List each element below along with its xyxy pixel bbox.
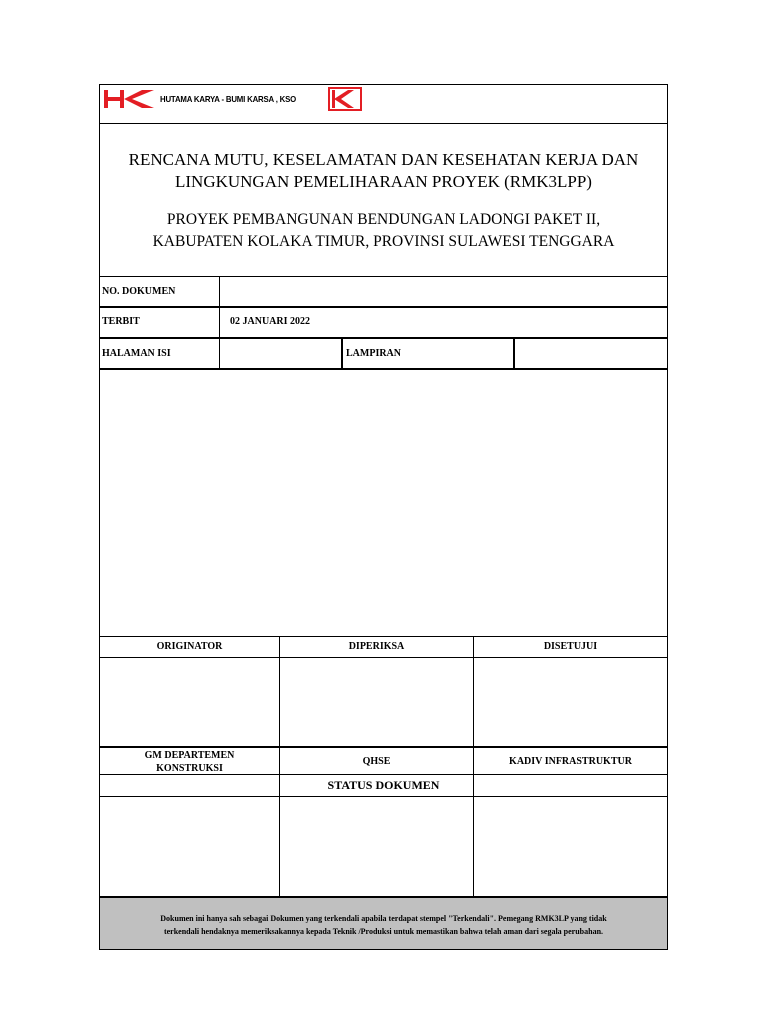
divider: [219, 337, 220, 369]
document-title: [100, 149, 667, 193]
notice-line-2: terkendali hendaknya memeriksakannya kepada Teknik /Produksi untuk memastikan bahwa telah aman dari segala perubahan.: [163, 927, 604, 936]
no-dokumen-label: NO. DOKUMEN: [102, 286, 176, 297]
notice-text: [108, 912, 659, 938]
divider: [100, 337, 667, 339]
divider: [100, 368, 667, 370]
originator-header: ORIGINATOR: [156, 641, 223, 652]
divider: [100, 657, 667, 658]
diperiksa-header: DIPERIKSA: [348, 641, 405, 652]
divider: [100, 636, 667, 637]
lampiran-label: LAMPIRAN: [346, 348, 401, 359]
title-line-2: LINGKUNGAN PEMELIHARAAN PROYEK (RMK3LPP): [175, 172, 592, 191]
hk-logo-icon: [102, 88, 156, 110]
divider: [513, 337, 515, 369]
bumi-karsa-logo-icon: [328, 87, 362, 111]
divider: [100, 276, 667, 277]
divider: [473, 796, 474, 896]
divider: [100, 306, 667, 308]
diperiksa-role: QHSE: [362, 756, 391, 767]
company-name: HUTAMA KARYA - BUMI KARSA , KSO: [160, 94, 297, 104]
divider: [100, 746, 667, 748]
halaman-isi-label: HALAMAN ISI: [102, 348, 171, 359]
disetujui-role: KADIV INFRASTRUKTUR: [509, 756, 632, 767]
control-notice: [100, 896, 667, 949]
divider: [100, 796, 667, 797]
notice-line-1: Dokumen ini hanya sah sebagai Dokumen yang terkendali apabila terdapat stempel "Terkendali". Pemegang RMK3LP yang tidak: [160, 914, 607, 923]
divider: [219, 306, 220, 338]
project-title: [100, 209, 667, 253]
divider: [279, 636, 280, 796]
divider: [341, 337, 343, 369]
divider: [473, 636, 474, 796]
project-line-2: KABUPATEN KOLAKA TIMUR, PROVINSI SULAWESI TENGGARA: [152, 233, 615, 250]
company-header: [100, 85, 667, 123]
originator-role: [100, 749, 279, 775]
terbit-label: TERBIT: [102, 316, 140, 327]
divider: [279, 796, 280, 896]
divider: [100, 774, 667, 775]
document-cover-sheet: [99, 84, 668, 950]
disetujui-header: DISETUJUI: [543, 641, 598, 652]
divider: [100, 123, 667, 124]
status-dokumen-title: STATUS DOKUMEN: [327, 778, 440, 792]
terbit-value: 02 JANUARI 2022: [230, 316, 310, 327]
originator-role-line-1: GM DEPARTEMEN: [144, 750, 235, 761]
project-line-1: PROYEK PEMBANGUNAN BENDUNGAN LADONGI PAKET II,: [166, 211, 601, 228]
originator-role-line-2: KONSTRUKSI: [156, 763, 223, 774]
divider: [219, 276, 220, 307]
title-line-1: RENCANA MUTU, KESELAMATAN DAN KESEHATAN KERJA DAN: [128, 150, 639, 169]
